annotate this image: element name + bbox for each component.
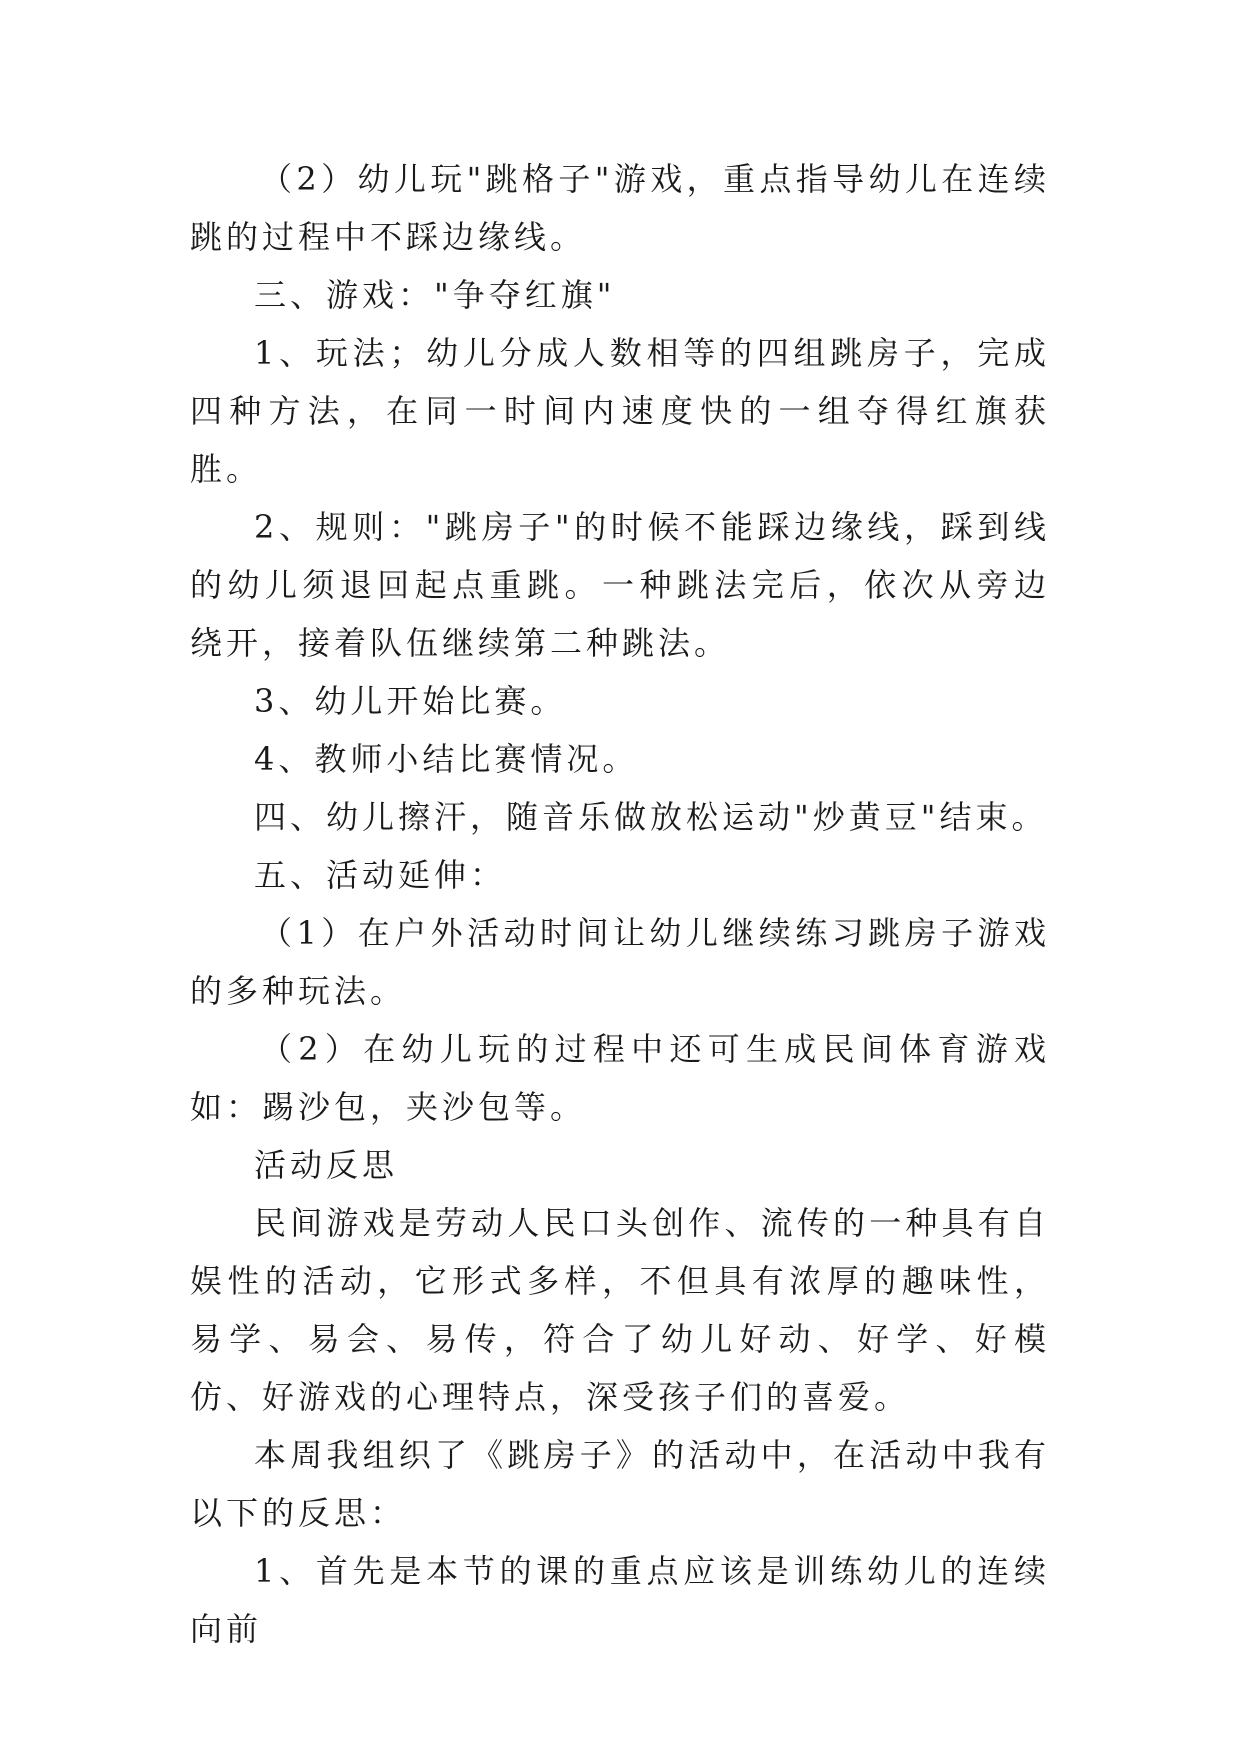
paragraph-game-method: 1、玩法；幼儿分成人数相等的四组跳房子，完成四种方法，在同一时间内速度快的一组夺得红旗获胜。 (190, 334, 1050, 488)
paragraph-start-competition: 3、幼儿开始比赛。 (254, 682, 567, 720)
paragraph-reflection-point-one: 1、首先是本节的课的重点应该是训练幼儿的连续向前 (190, 1552, 1050, 1648)
paragraph-reflection-heading: 活动反思 (254, 1146, 399, 1184)
paragraph-section-three-heading: 三、游戏："争夺红旗" (254, 276, 616, 314)
paragraph-game-rules: 2、规则："跳房子"的时候不能踩边缘线，踩到线的幼儿须退回起点重跳。一种跳法完后，依次从旁边绕开，接着队伍继续第二种跳法。 (190, 508, 1050, 662)
paragraph-jump-grid-guidance: （2）幼儿玩"跳格子"游戏，重点指导幼儿在连续跳的过程中不踩边缘线。 (190, 160, 1050, 256)
paragraph-folk-games: 民间游戏是劳动人民口头创作、流传的一种具有自娱性的活动，它形式多样，不但具有浓厚的趣味性，易学、易会、易传，符合了幼儿好动、好学、好模仿、好游戏的心理特点，深受孩子们的喜爱。 (190, 1204, 1050, 1416)
paragraph-extension-one: （1）在户外活动时间让幼儿继续练习跳房子游戏的多种玩法。 (190, 914, 1050, 1010)
paragraph-section-five-heading: 五、活动延伸： (254, 856, 507, 894)
document-page (190, 150, 1050, 1658)
paragraph-section-four: 四、幼儿擦汗，随音乐做放松运动"炒黄豆"结束。 (254, 798, 1048, 836)
paragraph-this-week: 本周我组织了《跳房子》的活动中，在活动中我有以下的反思： (190, 1436, 1050, 1532)
paragraph-teacher-summary: 4、教师小结比赛情况。 (254, 740, 639, 778)
paragraph-extension-two: （2）在幼儿玩的过程中还可生成民间体育游戏如：踢沙包，夹沙包等。 (190, 1030, 1050, 1126)
